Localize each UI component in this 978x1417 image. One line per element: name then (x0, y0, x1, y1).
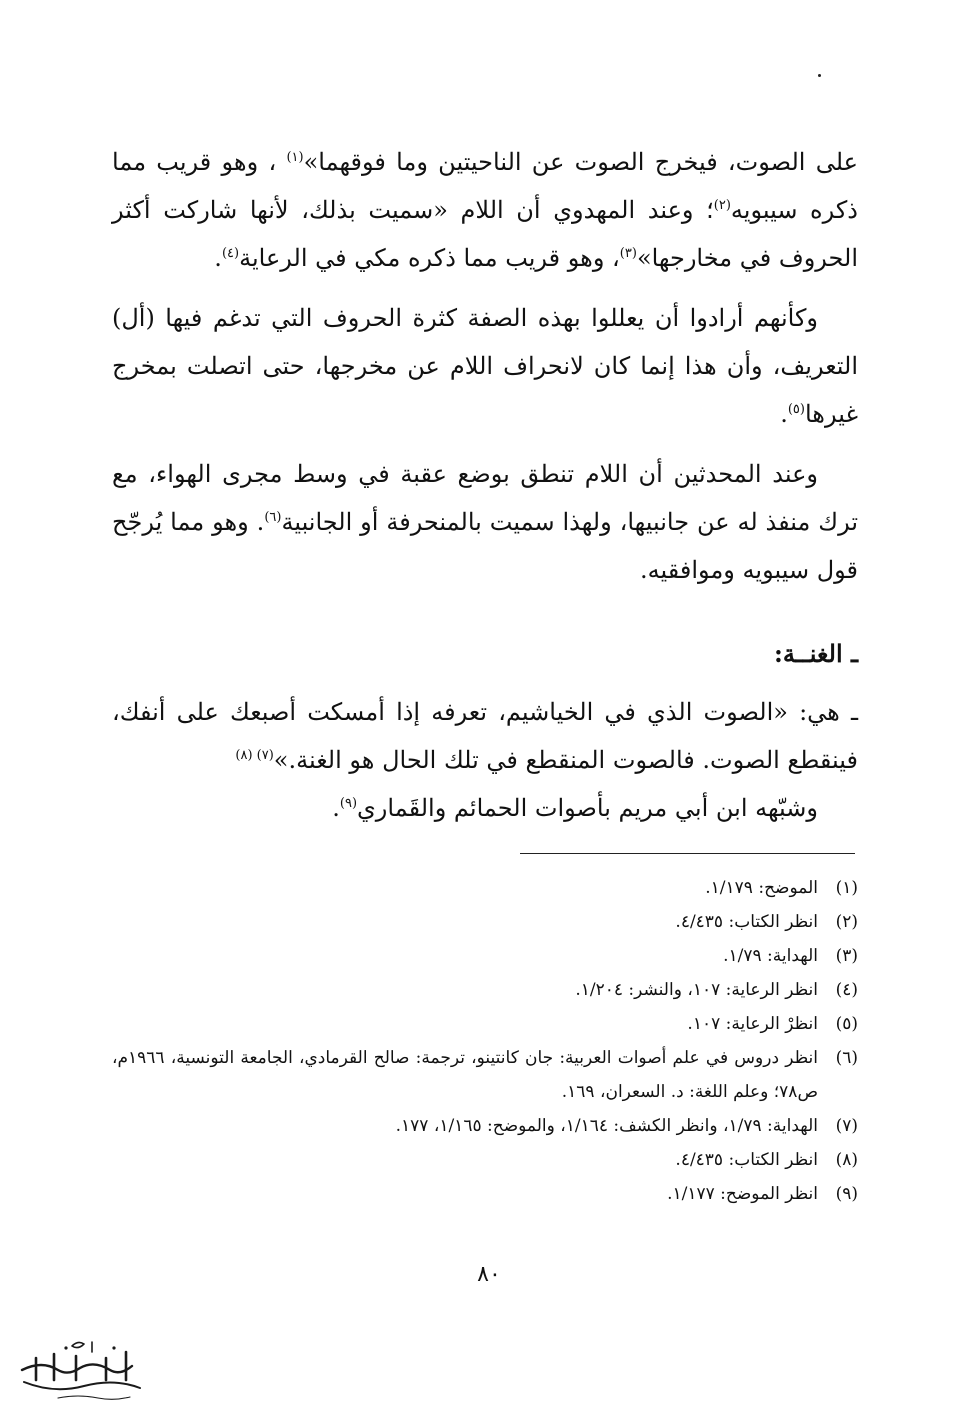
text-run: . (780, 400, 788, 428)
footnote-number: (٥) (835, 1014, 858, 1034)
library-stamp-logo (14, 1336, 146, 1408)
footnote (112, 905, 858, 939)
footnote-number: (٤) (835, 980, 858, 1000)
footnote-text: انظر الكتاب: ٤/٤٣٥. (675, 1150, 818, 1170)
page-number: ٨٠ (477, 1262, 501, 1287)
footnote-number: (٩) (835, 1184, 858, 1204)
footnote (112, 1041, 858, 1109)
text-run: . وهو مما يُرجّح قول سيبويه وموافقيه. (112, 508, 858, 584)
footnote (112, 1143, 858, 1177)
text-run: وعند المحدثين أن اللام تنطق بوضع عقبة في وسط مجرى الهواء، مع ترك منفذ له عن جانبيها، ولهذا سميت بالمنحرفة أو الجانبية (112, 460, 859, 536)
text-run: ، وهو قريب مما ذكره سيبويه (112, 148, 858, 224)
section-heading: ـ الغنــة: (774, 639, 858, 668)
paragraph (112, 784, 858, 832)
footnote-ref: (٦) (264, 510, 282, 525)
footnote-separator (520, 853, 855, 854)
footnotes-list (112, 871, 858, 1211)
text-run: . (332, 794, 340, 822)
text-run: وكأنهم أرادوا أن يعللوا بهذه الصفة كثرة الحروف التي تدغم فيها (أل) التعريف، وأن هذا إنما كان لانحراف اللام عن مخرجها، حتى اتصلت بمخرج غيرها (112, 304, 858, 428)
footnote-ref: (٢) (713, 198, 731, 213)
paragraph (112, 450, 858, 594)
main-body (112, 138, 858, 594)
section-body (112, 688, 858, 832)
footnote-number: (٣) (835, 946, 858, 966)
paragraph (112, 688, 858, 784)
text-run: وشبّهه ابن أبي مريم بأصوات الحمائم والقَماري (357, 794, 818, 822)
paragraph (112, 138, 858, 282)
footnote-ref: (١) (286, 150, 304, 165)
footnote-number: (٧) (835, 1116, 858, 1136)
footnote-ref: (٩) (339, 796, 358, 811)
text-run: ؛ وعند المهدوي أن اللام «سميت بذلك، لأنها شاركت أكثر الحروف في مخارجها» (112, 196, 858, 272)
footnote-ref: (٧) (٨) (235, 748, 274, 763)
footnote-text: انظر الكتاب: ٤/٤٣٥. (675, 912, 818, 932)
footnote (112, 973, 858, 1007)
footnote-text: انظر الموضح: ١/١٧٧. (667, 1184, 818, 1204)
footnote-number: (١) (835, 878, 858, 898)
footnote-text: انظر الرعاية: ١٠٧، والنشر: ١/٢٠٤. (575, 980, 818, 1000)
footnote-text: انظرْ الرعاية: ١٠٧. (687, 1014, 818, 1034)
footnote-text: الموضح: ١/١٧٩. (705, 878, 818, 898)
footnote (112, 939, 858, 973)
footnote (112, 871, 858, 905)
footnote-text: الهداية: ١/٧٩. (723, 946, 818, 966)
footnote (112, 1177, 858, 1211)
footnote-ref: (٥) (787, 402, 805, 417)
footnote-text: انظر دروس في علم أصوات العربية: جان كانتينو، ترجمة: صالح القرمادي، الجامعة التونسية، ١٩٦٦م، ص٧٨؛ وعلم اللغة: د. السعران، ١٦٩. (112, 1048, 818, 1102)
footnote-text: الهداية: ١/٧٩، وانظر الكشف: ١/١٦٤، والموضح: ١/١٦٥، ١٧٧. (395, 1116, 818, 1136)
footnote-number: (٦) (835, 1048, 858, 1068)
footnote-number: (٢) (835, 912, 858, 932)
footnote-ref: (٣) (619, 246, 637, 261)
paragraph (112, 294, 858, 438)
footnote (112, 1109, 858, 1143)
text-run: . (214, 244, 222, 272)
text-run: ـ هي: «الصوت الذي في الخياشيم، تعرفه إذا أمسكت أصبعك على أنفك، فينقطع الصوت. فالصوت المنقطع في تلك الحال هو الغنة.» (112, 698, 858, 774)
scan-speck (818, 74, 821, 77)
footnote-number: (٨) (835, 1150, 858, 1170)
text-run: ، وهو قريب مما ذكره مكي في الرعاية (239, 244, 620, 272)
text-run: على الصوت، فيخرج الصوت عن الناحيتين وما فوقهما» (303, 148, 858, 176)
footnote-ref: (٤) (221, 246, 240, 261)
footnote (112, 1007, 858, 1041)
